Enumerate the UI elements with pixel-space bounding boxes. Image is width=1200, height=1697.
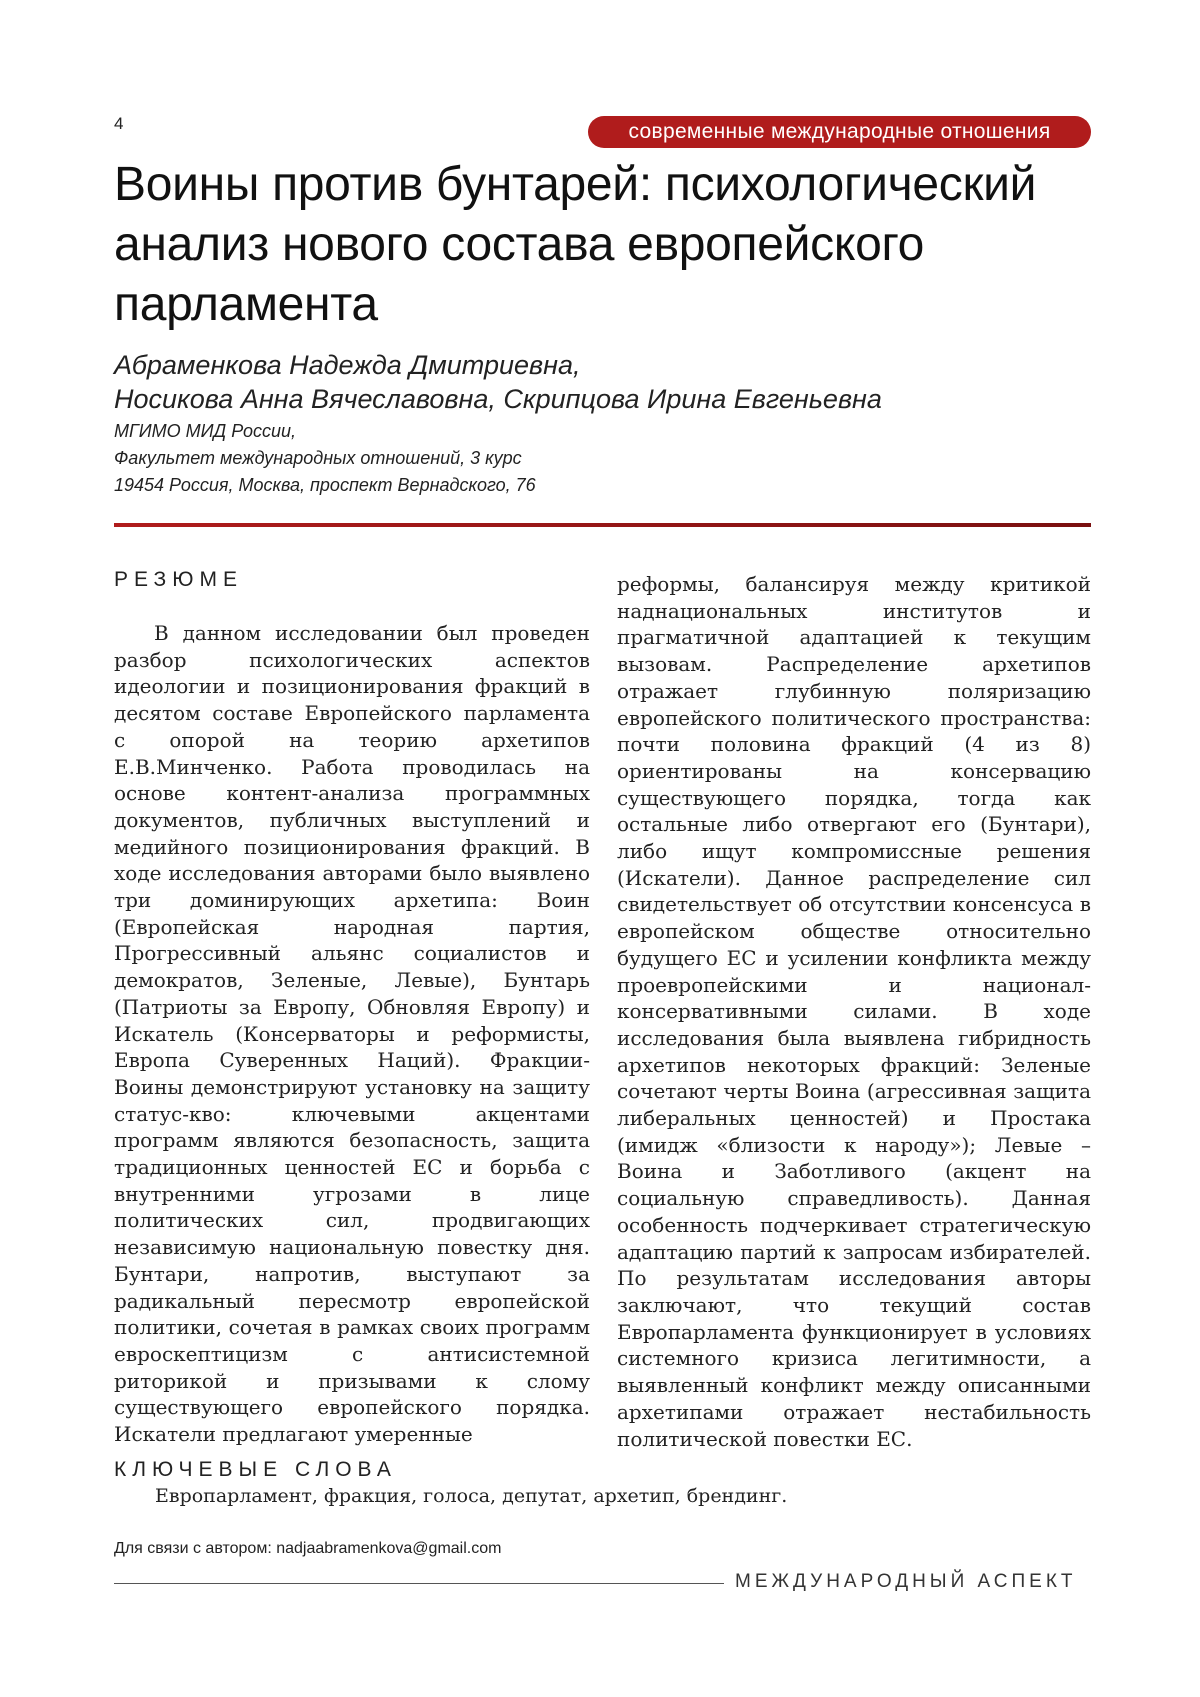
title-divider <box>114 523 1091 527</box>
footer-divider <box>114 1583 724 1584</box>
abstract-left-column: В данном исследовании был проведен разбор психологических аспектов идеологии и позиционирования фракций в десятом составе Европейского парламента с опорой на теорию архетипов Е.В.Минченко. Работа проводилась на основе контент-анализа программных документов, публичных выступлений и медийного позиционирования фракций. В ходе исследования авторами было выявлено три доминирующих архетипа: Воин (Европейская народная партия, Прогрессивный альянс социалистов и демократов, Зеленые, Левые), Бунтарь (Патриоты за Европу, Обновляя Европу) и Искатель (Консерваторы и реформисты, Европа Суверенных Наций). Фракции-Воины демонстрируют установку на защиту статус-кво: ключевыми акцентами программ являются безопасность, защита традиционных ценностей ЕС и борьба с внутренними угрозами в лице политических сил, продвигающих независимую национальную повестку дня. Бунтари, напротив, выступают за радикальный пересмотр европейской политики, сочетая в рамках своих программ евроскептицизм с антисистемной риторикой и призывами к слому существующего европейского порядка. Искатели предлагают умеренные <box>114 621 590 1447</box>
authors-line-2: Носикова Анна Вячеславовна, Скрипцова Ирина Евгеньевна <box>114 384 882 414</box>
author-contact: Для связи с автором: nadjaabramenkova@gmail.com <box>114 1540 502 1557</box>
affiliation-line-2: Факультет международных отношений, 3 курс <box>114 448 522 468</box>
abstract-heading: РЕЗЮМЕ <box>114 568 243 591</box>
article-title: Воины против бунтарей: психологический анализ нового состава европейского парламента <box>114 158 1037 331</box>
section-badge: современные международные отношения <box>588 116 1091 148</box>
affiliation-line-3: 19454 Россия, Москва, проспект Вернадского, 76 <box>114 475 536 495</box>
authors <box>114 348 1114 416</box>
affiliation <box>114 418 1114 499</box>
abstract-right-column: реформы, балансируя между критикой наднациональных институтов и прагматичной адаптацией к текущим вызовам. Распределение архетипов отражает глубинную поляризацию европейского политического пространства: почти половина фракций (4 из 8) ориентированы на консервацию существующего порядка, тогда как остальные либо отвергают его (Бунтари), либо ищут компромиссные решения (Искатели). Данное распределение сил свидетельствует об отсутствии консенсуса в европейском обществе относительно будущего ЕС и усилении конфликта между проевропейскими и национал-консервативными силами. В ходе исследования была выявлена гибридность архетипов некоторых фракций: Зеленые сочетают черты Воина (агрессивная защита либеральных ценностей) и Простака (имидж «близости к народу»); Левые – Воина и Заботливого (акцент на социальную справедливость). Данная особенность подчеркивает стратегическую адаптацию партий к запросам избирателей. По результатам исследования авторы заключают, что текущий состав Европарламента функционирует в условиях системного кризиса легитимности, а выявленный конфликт между описанными архетипами отражает нестабильность политической повестки ЕС. <box>617 572 1091 1451</box>
journal-label: МЕЖДУНАРОДНЫЙ АСПЕКТ <box>735 1571 1077 1592</box>
authors-line-1: Абраменкова Надежда Дмитриевна, <box>114 350 581 380</box>
page-number: 4 <box>114 114 124 133</box>
affiliation-line-1: МГИМО МИД России, <box>114 421 297 441</box>
keywords-heading: КЛЮЧЕВЫЕ СЛОВА <box>114 1458 397 1481</box>
keywords-text: Европарламент, фракция, голоса, депутат, архетип, брендинг. <box>155 1485 788 1507</box>
